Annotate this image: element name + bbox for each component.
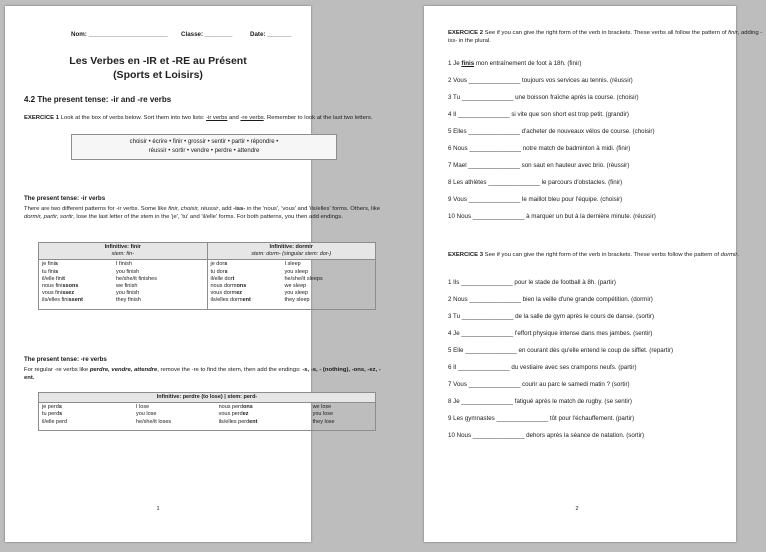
perdre-english: he/she/it loses [136,418,172,425]
perdre-english: we lose [312,404,332,411]
perdre-row [219,404,372,411]
finir-ending: s [55,268,59,275]
finir-stem: tu fini [42,268,56,275]
finir-french [42,269,116,276]
exercise-2-finir: finir [728,30,738,36]
finir-french [42,290,116,297]
finir-row [42,261,204,268]
ex2-item [448,179,622,187]
verb-box [71,134,337,160]
ex2-answer-blank[interactable]: _______________ [468,128,520,135]
dormir-english: we sleep [284,283,307,290]
dormir-stem: ils/elles dorm [210,297,243,304]
perdre-row [219,411,372,418]
dormir-ending: s [224,268,228,275]
ex3-rest: dehors après la séance de natation. (sortir) [524,432,645,439]
ex2-item [448,213,656,221]
perdre-row [42,419,213,426]
re-para-b: , remove the -re to find the stem, then add the endings: [157,367,303,373]
dormir-ending: ez [236,290,242,297]
finir-french [42,283,116,290]
re-para-verbs: perdre, vendre, attendre [89,367,158,373]
finir-stem: je fini [42,261,55,268]
perdre-singular [39,403,216,431]
dormir-english: I sleep [284,261,301,268]
ex2-answer-blank[interactable]: _______________ [472,213,525,220]
exercise-1-instructions [24,114,380,122]
ex3-item [448,398,632,406]
ir-paragraph [24,205,388,221]
ir-verbs-label: -ir verbs [206,115,228,121]
dormir-row [211,276,373,283]
perdre-english: you lose [136,411,157,418]
ex3-answer-blank[interactable]: _______________ [469,296,521,303]
finir-ending: ssons [62,283,79,290]
exercise-1-text-end: . Remember to look at the last two letters. [263,115,373,121]
finir-french [42,276,116,283]
finir-row [42,290,204,297]
re-verb-table [38,392,376,431]
re-paragraph [24,366,386,382]
exercise-2-instructions [448,29,764,45]
dormir-english: you sleep [284,290,309,297]
finir-stem: nous fini [42,283,63,290]
ex3-subject: 7 Vous [448,381,469,388]
dormir-ending: ons [236,283,247,290]
perdre-row [42,404,213,411]
ex3-item [448,364,637,372]
ex2-subject: 2 Vous [448,77,469,84]
ex2-subject: 8 Les athlètes [448,179,489,186]
finir-ending: t [63,275,65,282]
page-number-2: 2 [575,506,579,512]
perdre-header: Infinitive: perdre (to lose) | stem: perd- [39,393,376,403]
ex2-answer-blank[interactable]: _______________ [461,94,514,101]
section-heading: 4.2 The present tense: -ir and -re verbs [24,95,172,104]
exercise-3-label: EXERCICE 3 [448,252,484,258]
perdre-ending: ez [242,411,249,418]
finir-head: Infinitive: finir [104,244,141,250]
ex2-subject: 4 Il [448,111,458,118]
ex3-subject: 1 Ils [448,279,462,286]
ex3-subject: 2 Nous [448,296,470,303]
finir-row [42,269,204,276]
finir-english: he/she/it finishes [116,275,157,282]
dormir-stem: stem: dorm- (singular stem: dor-) [251,251,332,258]
dormir-stem: nous dorm [210,283,237,290]
and-text: and [227,115,241,121]
perdre-ending: ent [249,418,258,425]
ex3-item [448,313,654,321]
ex3-answer-blank[interactable]: _______________ [465,347,517,354]
perdre-french [42,411,136,418]
dormir-row [211,261,373,268]
ex3-answer-blank[interactable]: _______________ [457,364,510,371]
dormir-row [211,290,373,297]
perdre-french [219,411,313,418]
ex2-item [448,128,655,136]
dormir-stem: tu dor [210,268,225,275]
ex2-subject: 6 Nous [448,145,470,152]
finir-ending: ssez [62,290,75,297]
ir-para-dormir: dormir, partir, sortir [24,214,74,220]
finir-english: they finish [116,297,141,304]
finir-conjugation [39,260,208,309]
perdre-english: I lose [136,404,150,411]
dormir-french [211,290,285,297]
dormir-head: Infinitive: dormir [269,244,313,250]
ex3-item [448,279,616,287]
exercise-3-text: See if you can give the right form of the verb in brackets. These verbs follow the pattern of [484,252,721,258]
dormir-english: he/she/it sleeps [284,275,323,282]
ex2-subject: 9 Vous [448,196,469,203]
perdre-stem: vous perd [218,411,243,418]
perdre-ending: s [58,404,62,411]
ir-para-d: , lose the last letter of the stem in the 'je', 'tu' and 'il/elle' forms. For both patterns, you then add endings. [73,214,343,220]
ex2-item [448,94,639,102]
ex3-subject: 4 Je [448,330,462,337]
dormir-french [211,297,285,304]
finir-stem: vous fini [42,290,63,297]
ex3-rest: fatigué après le match de rugby. (se sentir) [513,398,632,405]
finir-french [42,297,116,304]
re-verbs-label: -re verbs [240,115,264,121]
exercise-1-text: Look at the box of verbs below. Sort them into two lists: [60,115,207,121]
exercise-2-text-end: , adding -iss- in the plural. [448,30,763,44]
ex3-item [448,381,630,389]
ex2-answer-blank[interactable]: _______________ [468,162,520,169]
ex2-subject: 1 Je [448,60,462,67]
ex3-subject: 6 Il [448,364,458,371]
perdre-stem: je perd [42,404,59,411]
ir-verb-table [38,242,376,310]
ex2-subject: 10 Nous [448,213,473,220]
ex2-rest: toujours vos services au tennis. (réussir) [520,77,633,84]
ex3-answer-blank[interactable]: _______________ [461,330,514,337]
ex3-answer-blank[interactable]: _______________ [461,279,513,286]
exercise-2-text: See if you can give the right form of the verb in brackets. These verbs all follow the pattern of [484,30,729,36]
page-2 [424,6,763,542]
finir-english: we finish [116,283,138,290]
page-number-1: 1 [156,506,160,512]
dormir-row [211,283,373,290]
finir-stem: ils/elles fini [42,297,69,304]
re-para-endings: -s, -s, - (nothing), -ons, -ez, -ent. [24,367,381,381]
ex3-rest: de la salle de gym après le cours de danse. (sortir) [513,313,655,320]
nom-field[interactable]: Nom: _______________________ [71,31,168,38]
finir-ending: s [54,261,58,268]
finir-row [42,283,204,290]
exercise-1-label: EXERCICE 1 [24,115,60,121]
perdre-stem: tu perd [42,411,60,418]
re-para-a: For regular -re verbs like [24,367,90,373]
dormir-french [211,261,285,268]
ex2-item [448,77,633,85]
ex3-item [448,330,652,338]
dormir-ending: s [224,261,228,268]
ex3-rest: en courant dès qu'elle entend le coup de sifflet. (repartir) [516,347,674,354]
exercise-3-text-end: . [737,252,739,258]
dormir-ending: t [232,275,235,282]
finir-row [42,297,204,304]
exercise-2-label: EXERCICE 2 [448,30,484,36]
ex3-subject: 5 Elle [448,347,466,354]
ex2-answer-blank[interactable]: _______________ [469,145,521,152]
perdre-stem: il/elle perd [42,418,68,425]
ir-para-c: in the 'nous', 'vous' and 'ils/elles' forms. Others, like [245,206,381,212]
perdre-ending: s [59,411,63,418]
ex2-rest: à marquer un but à la dernière minute. (réussir) [524,213,656,220]
perdre-stem: nous perd [218,404,244,411]
dormir-english: they sleep [284,297,310,304]
ex3-answer-blank[interactable]: _______________ [461,398,514,405]
ex2-item [448,196,622,204]
ex2-item [448,145,630,153]
ex3-answer-blank[interactable]: _______________ [461,313,514,320]
dormir-stem: vous dorm [210,290,237,297]
ex2-rest: le maillot bleu pour l'équipe. (choisir) [520,196,623,203]
verb-box-line-1: choisir • écrire • finir • grossir • sentir • partir • répondre • [129,139,279,145]
ex2-answer-blank[interactable]: _______________ [468,196,521,203]
finir-row [42,276,204,283]
ir-para-iss: -iss- [233,206,246,212]
ex2-rest: si vite que son short est trop petit. (grandir) [509,111,629,118]
perdre-plural [216,403,376,431]
dormir-french [211,269,285,276]
ex2-item [448,111,629,119]
ex3-rest: bien la veille d'une grande compétition. (dormir) [520,296,653,303]
ex2-subject: 5 Elles [448,128,469,135]
ex3-rest: l'effort physique intense dans mes jambes. (sentir) [513,330,653,337]
ex3-item [448,296,653,304]
classe-field[interactable]: Classe: ________ [181,31,233,38]
ex3-answer-blank[interactable]: _______________ [468,381,521,388]
perdre-stem: ils/elles perd [218,418,250,425]
finir-french [42,261,116,268]
ex2-item [448,60,581,68]
exercise-3-dormir: dormir [720,252,738,258]
ir-heading: The present tense: -ir verbs [24,195,106,202]
dormir-french [211,276,285,283]
ir-para-finir: finir, choisir, réussir [168,206,219,212]
finir-header [39,243,208,260]
ex3-item [448,347,673,355]
ex3-subject: 10 Nous [448,432,473,439]
perdre-row [42,411,213,418]
perdre-row [219,419,372,426]
finir-stem: il/elle fini [42,275,64,282]
dormir-conjugation [207,260,376,309]
perdre-english: they lose [312,418,335,425]
ex2-answer-blank[interactable]: _______________ [488,179,540,186]
date-field[interactable]: Date: _______ [250,31,292,38]
perdre-french [219,419,313,426]
page-title: Les Verbes en -IR et -RE au Présent [69,55,247,67]
ir-para-b: , add [218,206,234,212]
perdre-english: you lose [312,411,334,418]
ex3-item [448,432,644,440]
perdre-french [219,404,313,411]
dormir-header [207,243,376,260]
ex2-answer-blank[interactable]: _______________ [468,77,521,84]
ex3-subject: 3 Tu [448,313,462,320]
ir-para-a: There are two different patterns for -ir verbs. Some like [24,206,169,212]
finir-stem: stem: fin- [111,251,135,258]
dormir-row [211,269,373,276]
ex3-answer-blank[interactable]: _______________ [472,432,525,439]
finir-english: I finish [116,261,132,268]
finir-english: you finish [116,268,140,275]
verb-box-line-2: réussir • sortir • vendre • perdre • attendre [148,148,260,154]
exercise-3-instructions [448,251,766,259]
ex2-rest: d'acheter de nouveaux vélos de course. (choisir) [519,128,655,135]
ex3-rest: pour le stade de football à 8h. (partir) [512,279,616,286]
ex3-item [448,415,634,423]
ex3-rest: du vestiaire avec ses crampons neufs. (partir) [509,364,637,371]
finir-ending: ssent [68,297,83,304]
ex2-rest: notre match de badminton à midi. (finir) [520,145,631,152]
ex3-rest: courir au parc le samedi matin ? (sortir) [520,381,630,388]
dormir-row [211,297,373,304]
ex3-subject: 8 Je [448,398,462,405]
ex3-rest: tôt pour l'échauffement. (partir) [548,415,635,422]
ex2-rest: le parcours d'obstacles. (finir) [539,179,623,186]
ex2-subject: 3 Tu [448,94,462,101]
dormir-stem: il/elle dor [210,275,233,282]
ex2-answer-blank[interactable]: _______________ [457,111,510,118]
ex2-item [448,162,629,170]
page-subtitle: (Sports et Loisirs) [113,69,203,81]
ex2-subject: 7 Mael [448,162,469,169]
dormir-french [211,283,285,290]
ex2-answer-blank[interactable]: finis [461,60,475,67]
ex3-answer-blank[interactable]: _______________ [496,415,549,422]
page-1 [5,6,381,542]
re-heading: The present tense: -re verbs [24,356,107,363]
perdre-french [42,404,136,411]
perdre-ending: ons [243,404,253,411]
dormir-english: you sleep [284,268,309,275]
ex2-rest: une boisson fraîche après la course. (choisir) [513,94,639,101]
ex3-subject: 9 Les gymnastes [448,415,497,422]
dormir-stem: je dor [210,261,225,268]
ex2-rest: mon entraînement de foot à 18h. (finir) [474,60,582,67]
ex2-rest: son saut en hauteur avec brio. (réussir) [519,162,630,169]
perdre-french [42,419,136,426]
dormir-ending: ent [242,297,251,304]
finir-english: you finish [116,290,140,297]
